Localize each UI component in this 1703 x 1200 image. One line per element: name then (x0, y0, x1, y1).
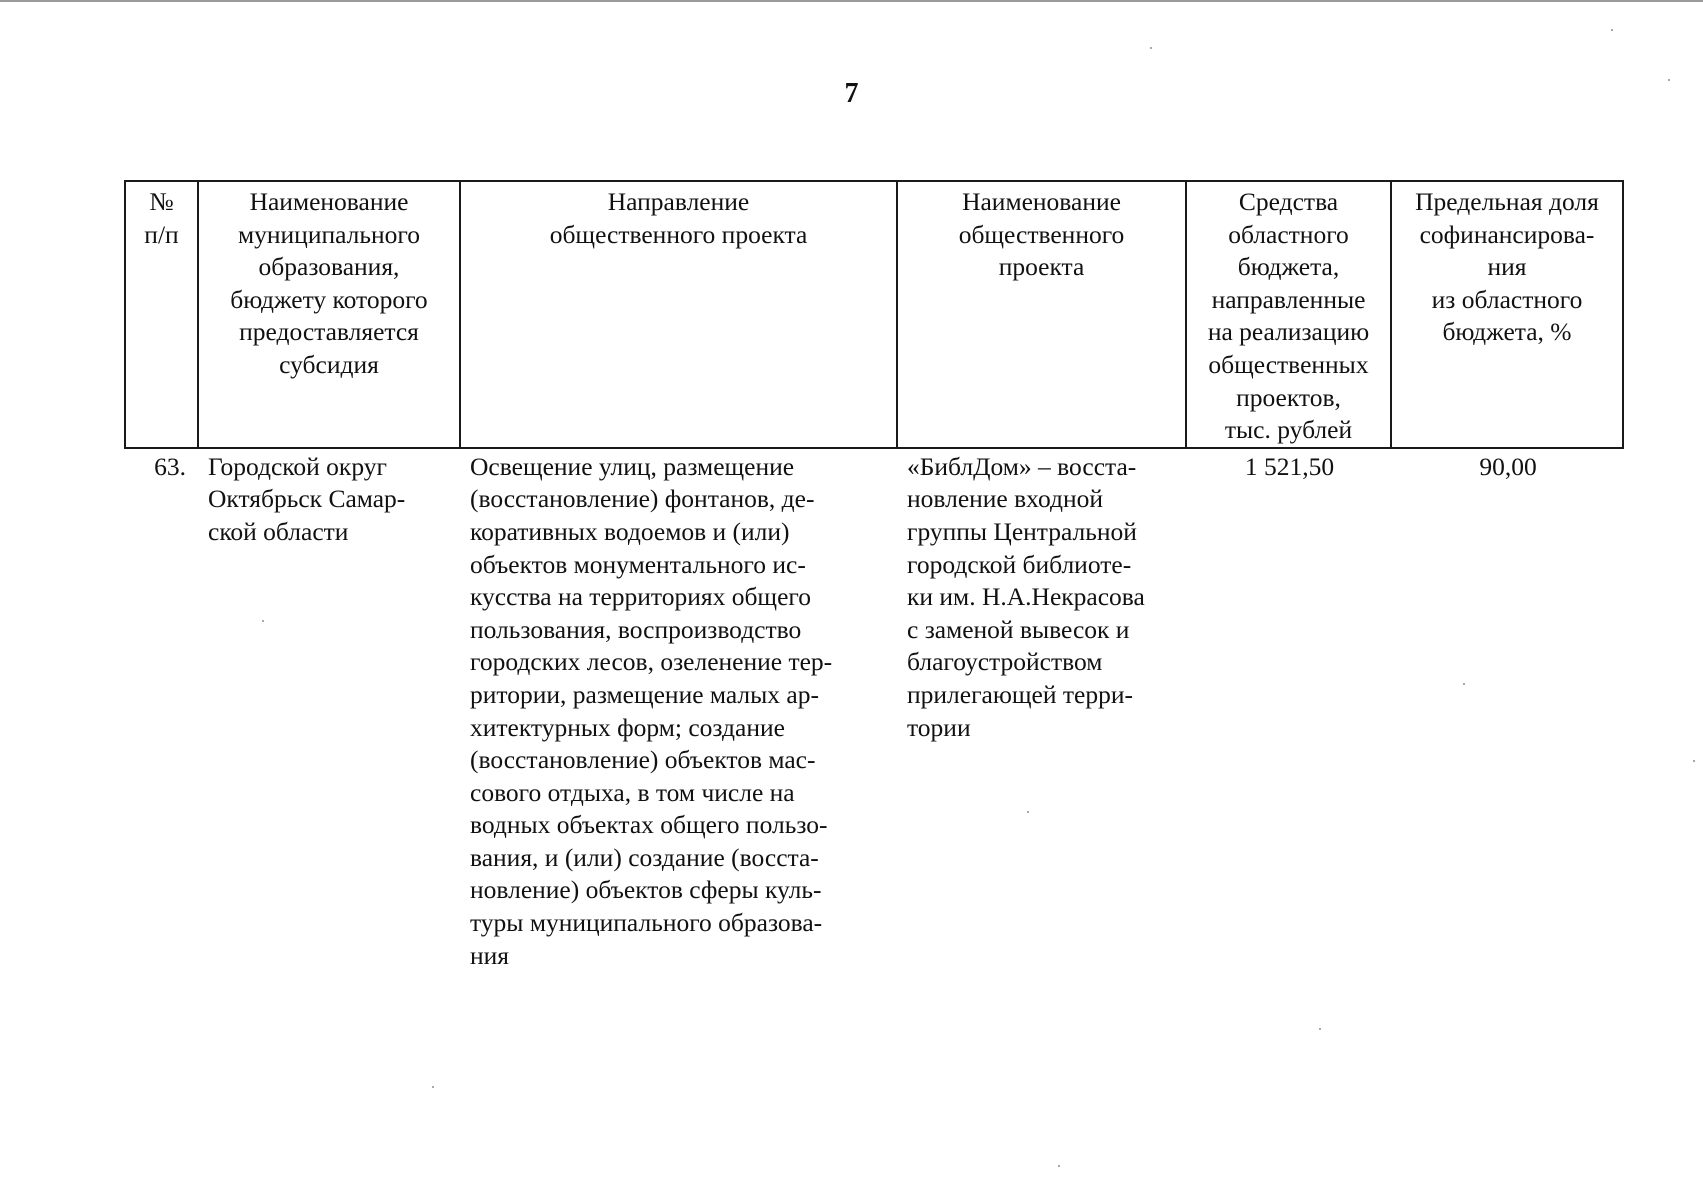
header-cofinancing-share: Предельная доля софинансирова- ния из областного бюджета, % (1391, 181, 1623, 448)
scan-speck (1668, 79, 1670, 81)
header-project-name: Наименование общественного проекта (897, 181, 1186, 448)
header-number: № п/п (125, 181, 198, 448)
table-body (125, 448, 1623, 973)
scan-speck (1319, 1028, 1321, 1030)
scan-speck (1150, 47, 1152, 49)
scan-speck (1463, 683, 1465, 685)
table-header (125, 181, 1623, 448)
scan-speck (432, 1086, 434, 1088)
cell-project-direction: Освещение улиц, размещение (восстановление) фонтанов, де- коративных водоемов и (или) объектов монументального ис- кусства на территориях общего пользования, воспроизводство городских лесов, озеленение тер- ритории, размещение малых ар- хитектурных форм; создание (восстановление) объектов мас- сового отдыха, в том числе на водных объектах общего пользо- вания, и (или) создание (восста- новление) объектов сферы куль- туры муниципального образова- ния (470, 451, 833, 970)
page-number: 7 (844, 78, 859, 109)
table-header-row (125, 181, 1623, 448)
header-regional-funds: Средства областного бюджета, направленные на реализацию общественных проектов, тыс. рублей (1186, 181, 1391, 448)
scan-speck (1058, 1165, 1060, 1167)
table-row (125, 448, 1623, 973)
subsidy-table (124, 180, 1624, 972)
cell-regional-funds: 1 521,50 (1244, 451, 1335, 481)
scan-speck (1027, 811, 1029, 813)
header-municipality: Наименование муниципального образования, бюджету которого предоставляется субсидия (198, 181, 460, 448)
scan-speck (1693, 760, 1695, 762)
scan-speck (262, 620, 264, 622)
cell-municipality: Городской округ Октябрьск Самар- ской области (208, 451, 406, 546)
scan-speck (1611, 29, 1613, 31)
cell-number: 63. (154, 451, 186, 481)
cell-project-name: «БиблДом» – восста- новление входной группы Центральной городской библиоте- ки им. Н.А.Некрасова с заменой вывесок и благоустройством прилегающей терри- тории (907, 451, 1145, 742)
cell-cofinancing-share: 90,00 (1479, 451, 1537, 481)
header-project-direction: Направление общественного проекта (460, 181, 897, 448)
page-top-edge (0, 0, 1703, 2)
